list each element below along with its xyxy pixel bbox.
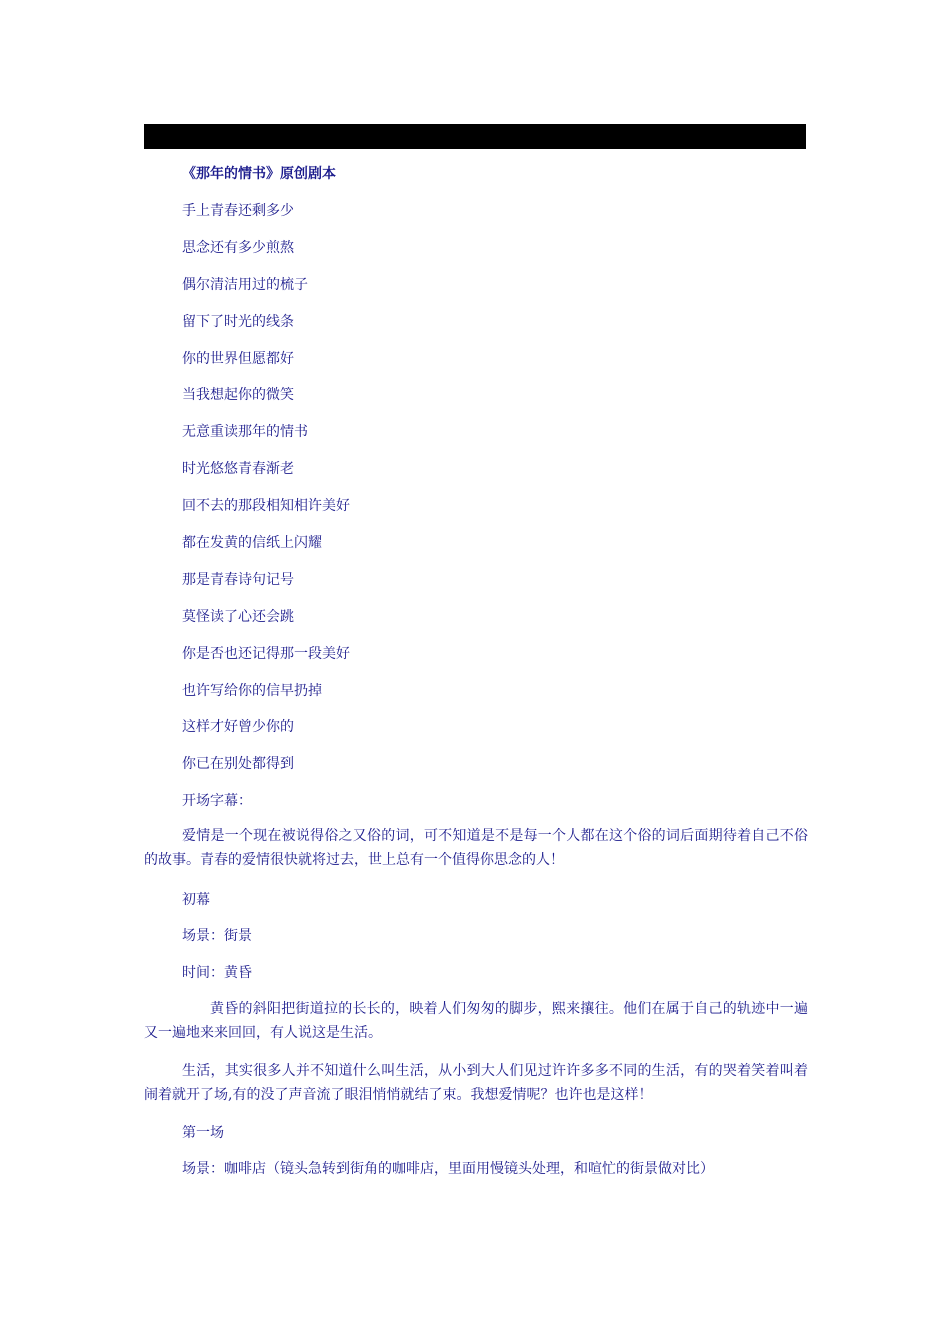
life-paragraph: 生活，其实很多人并不知道什么叫生活，从小到大人们见过许许多多不同的生活，有的哭着笑着叫着闹着就开了场,有的没了声音流了眼泪悄悄就结了束。我想爱情呢？也许也是这样！ — [144, 1063, 808, 1103]
lyric-line: 当我想起你的微笑 — [182, 387, 294, 404]
dusk-paragraph: 黄昏的斜阳把街道拉的长长的，映着人们匆匆的脚步，熙来攘往。他们在属于自己的轨迹中一遍又一遍地来来回回，有人说这是生活。 — [144, 1001, 808, 1041]
scene-street-label: 场景：街景 — [182, 928, 252, 944]
opening-caption-text: 爱情是一个现在被说得俗之又俗的词，可不知道是不是每一个人都在这个俗的词后面期待着自己不俗的故事。青春的爱情很快就将过去，世上总有一个值得你思念的人！ — [144, 828, 808, 868]
time-dusk-label: 时间：黄昏 — [182, 965, 252, 981]
lyrics-list — [182, 201, 350, 791]
lyric-line: 你的世界但愿都好 — [182, 350, 294, 367]
lyric-line: 这样才好曾少你的 — [182, 719, 294, 736]
act-prelude-heading: 初幕 — [182, 892, 210, 908]
lyric-line: 也许写给你的信早扔掉 — [182, 682, 322, 699]
script-title: 《那年的情书》原创剧本 — [182, 166, 336, 182]
lyric-line: 莫怪读了心还会跳 — [182, 608, 294, 625]
lyric-line: 那是青春诗句记号 — [182, 571, 294, 588]
lyric-line: 你是否也还记得那一段美好 — [182, 645, 350, 662]
lyric-line: 无意重读那年的情书 — [182, 424, 308, 441]
lyric-line: 都在发黄的信纸上闪耀 — [182, 535, 322, 552]
lyric-line: 时光悠悠青春渐老 — [182, 461, 294, 478]
lyric-line: 思念还有多少煎熬 — [182, 239, 294, 256]
lyric-line: 留下了时光的线条 — [182, 313, 294, 330]
opening-caption-label: 开场字幕： — [182, 793, 252, 809]
scene-cafe-label: 场景：咖啡店（镜头急转到街角的咖啡店，里面用慢镜头处理，和喧忙的街景做对比） — [182, 1161, 714, 1177]
lyric-line: 回不去的那段相知相许美好 — [182, 498, 350, 515]
scene-one-heading: 第一场 — [182, 1125, 224, 1141]
lyric-line: 手上青春还剩多少 — [182, 203, 294, 219]
lyric-line: 你已在别处都得到 — [182, 756, 294, 773]
lyric-line: 偶尔清洁用过的梳子 — [182, 276, 308, 293]
header-bar — [144, 124, 806, 149]
